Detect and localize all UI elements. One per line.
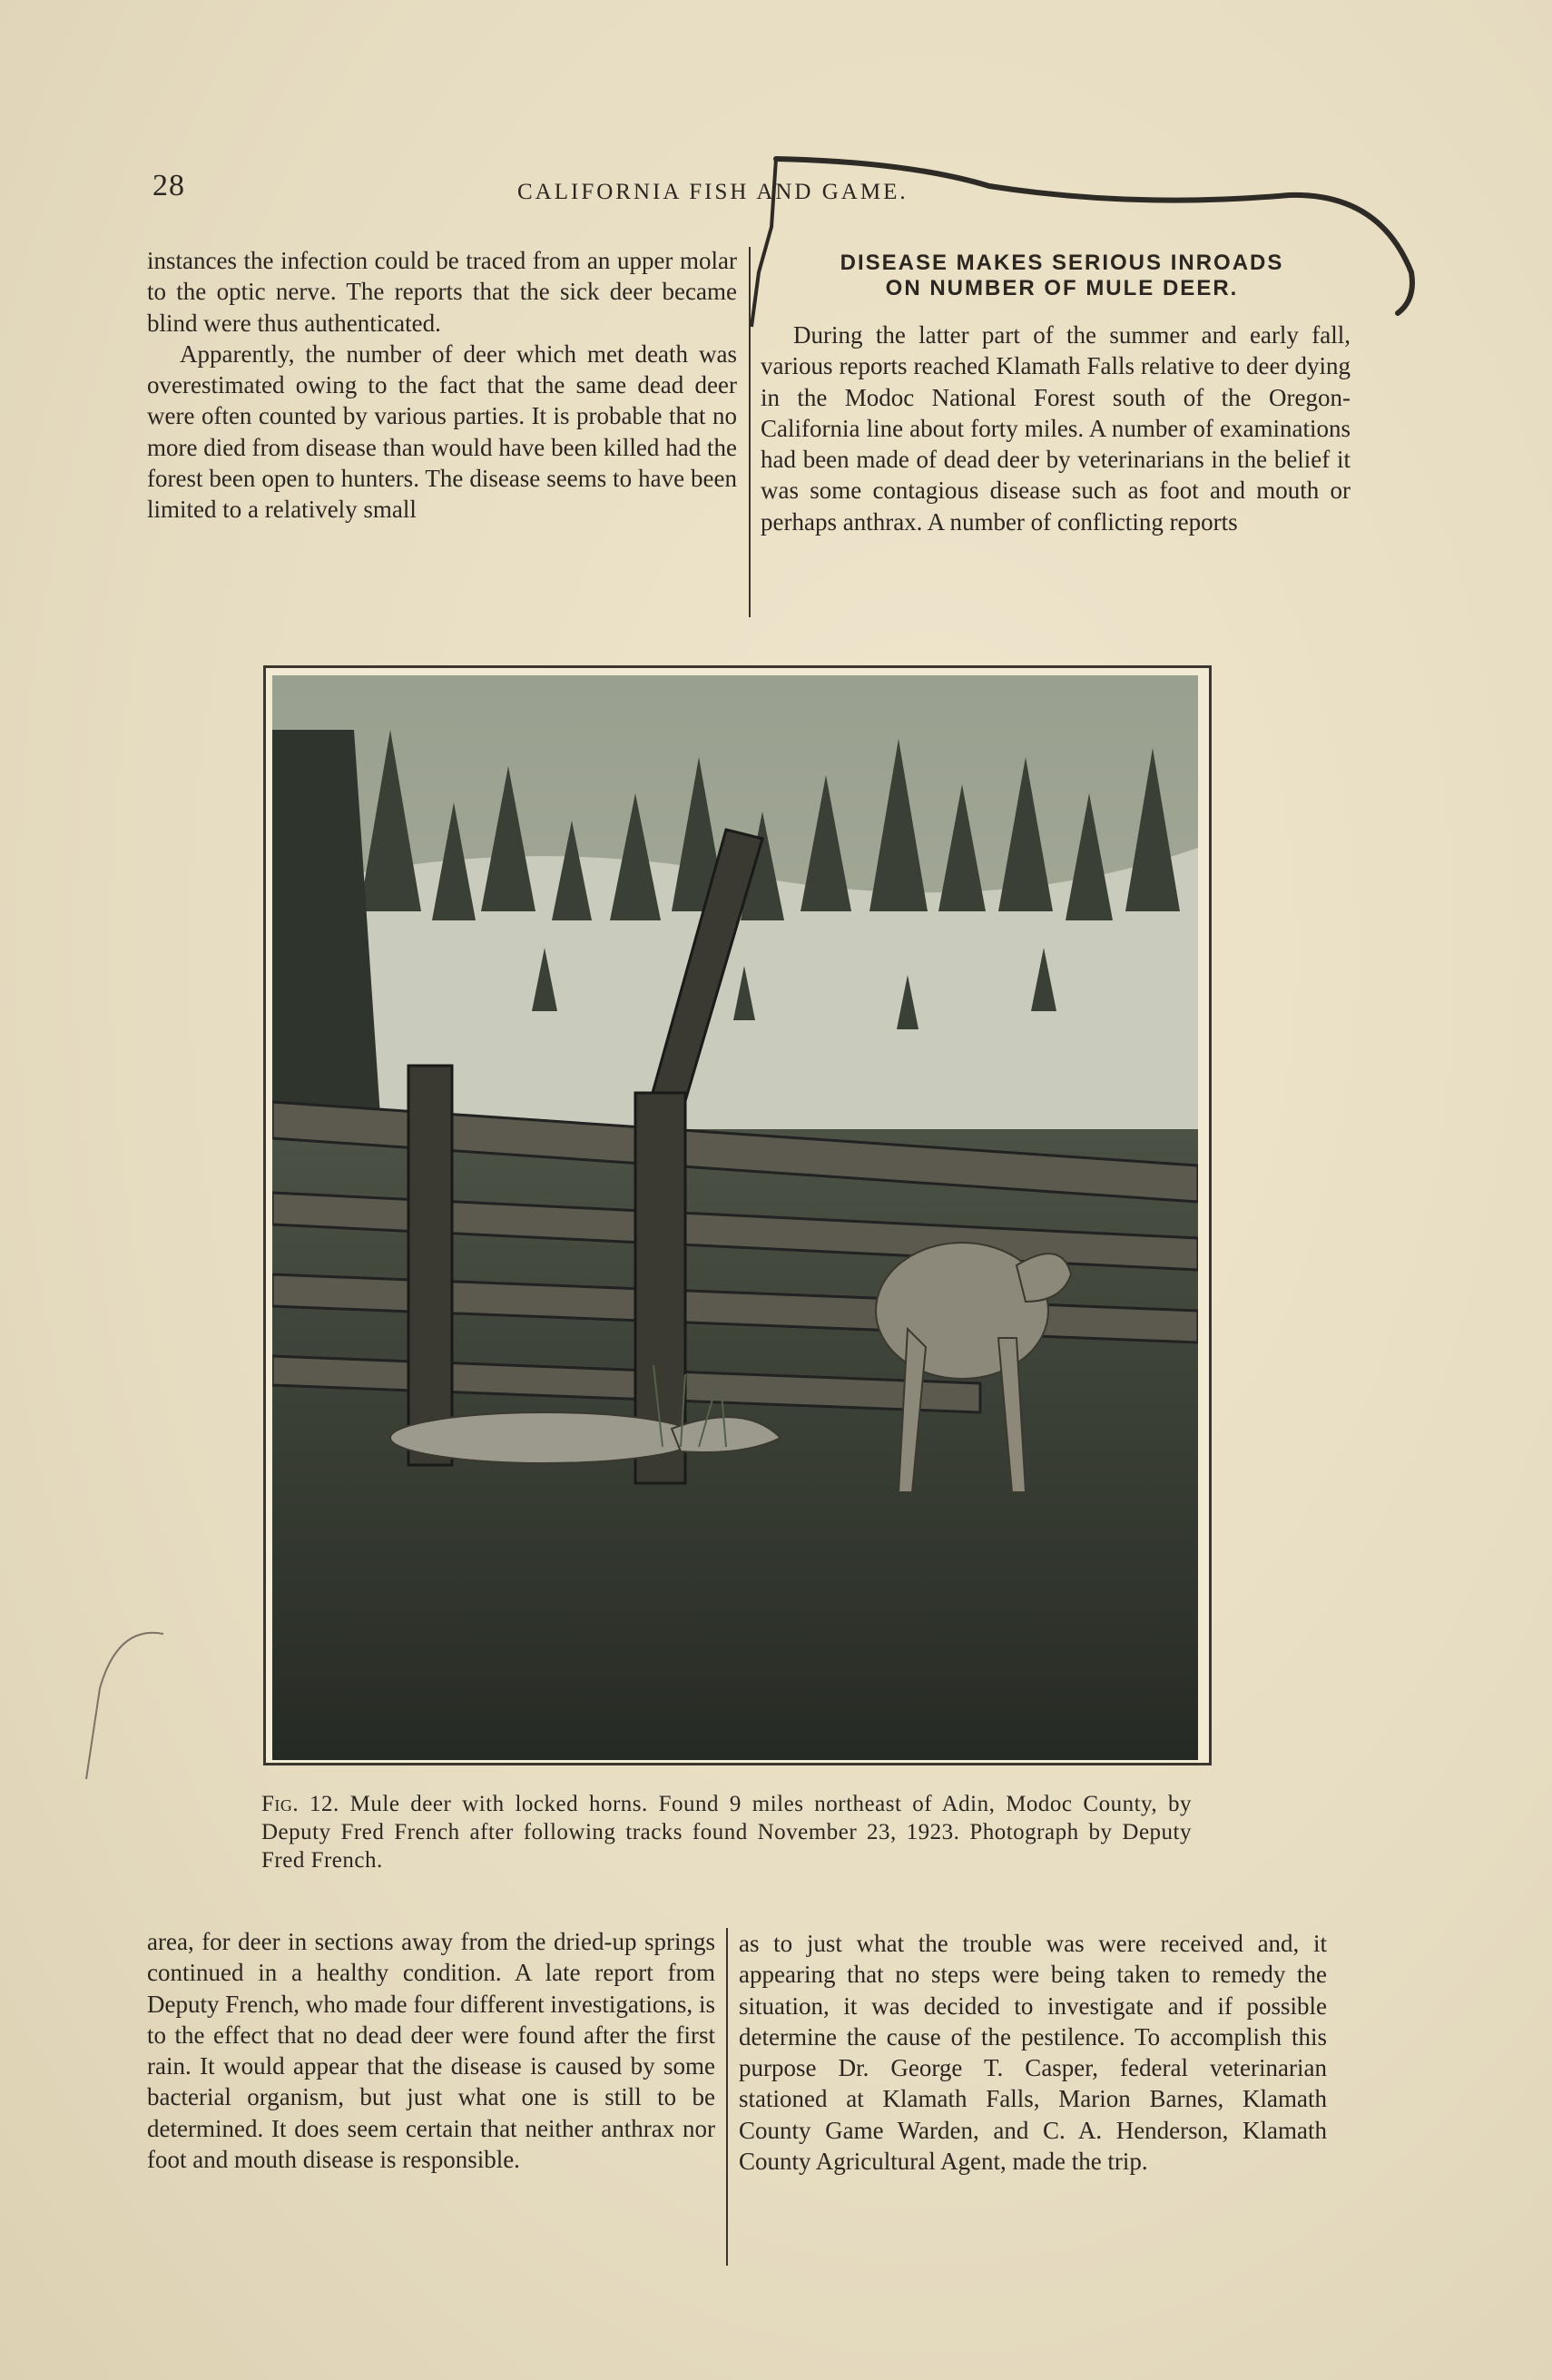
paragraph: Apparently, the number of deer which met death was overestimated owing to the fact that the same dead deer were often counted by various parties. It is probable that no more died from disease than would have been killed had the forest been open to hunters. The disease seems to have been limited to a relatively small bbox=[147, 339, 737, 524]
bottom-left-column bbox=[147, 1926, 715, 2175]
paragraph: During the latter part of the summer and early fall, various reports reached Klamath Falls relative to deer dying in the Modoc National Forest south of the Oregon-California line about forty miles. A number of examinations had been made of dead deer by veterinarians in the belief it was some contagious disease such as foot and mouth or perhaps anthrax. A number of conflicting reports bbox=[761, 321, 1351, 536]
paragraph: instances the infection could be traced from an upper molar to the optic nerve. The reports that the sick deer became blind were thus authenticated. bbox=[147, 247, 737, 337]
headline-line: DISEASE MAKES SERIOUS INROADS bbox=[840, 251, 1284, 275]
headline-line: ON NUMBER OF MULE DEER. bbox=[885, 276, 1239, 300]
top-left-column bbox=[147, 245, 737, 526]
figure-caption-text: Mule deer with locked horns. Found 9 miles northeast of Adin, Modoc County, by Deputy Fred French after following tracks found November 23, 1923. Photograph by Deputy Fred French. bbox=[261, 1792, 1193, 1873]
photo-illustration bbox=[272, 675, 1198, 1760]
figure-caption bbox=[261, 1790, 1192, 1874]
bottom-right-column bbox=[739, 1928, 1327, 2177]
top-right-column bbox=[761, 320, 1351, 537]
column-rule bbox=[726, 1928, 728, 2266]
figure-label: Fig. 12. bbox=[261, 1792, 339, 1816]
photo-mule-deer bbox=[272, 675, 1198, 1760]
running-head: CALIFORNIA FISH AND GAME. bbox=[517, 180, 909, 204]
article-headline bbox=[762, 251, 1361, 301]
page-number: 28 bbox=[152, 169, 185, 202]
paragraph: area, for deer in sections away from the dried-up springs continued in a healthy condition. A late report from Deputy French, who made four different investigations, is to the effect that no dead deer were found after the first rain. It would appear that the disease is caused by some bacterial organism, but just what one is still to be determined. It does seem certain that neither anthrax nor foot and mouth disease is responsible. bbox=[147, 1928, 715, 2174]
paragraph: as to just what the trouble was were received and, it appearing that no steps were being taken to remedy the situation, it was decided to investigate and if possible determine the cause of the pestilence. To accomplish this purpose Dr. George T. Casper, federal veterinarian stationed at Klamath Falls, Marion Barnes, Klamath County Game Warden, and C. A. Henderson, Klamath County Agricultural Agent, made the trip. bbox=[739, 1930, 1327, 2176]
column-rule bbox=[749, 247, 751, 617]
